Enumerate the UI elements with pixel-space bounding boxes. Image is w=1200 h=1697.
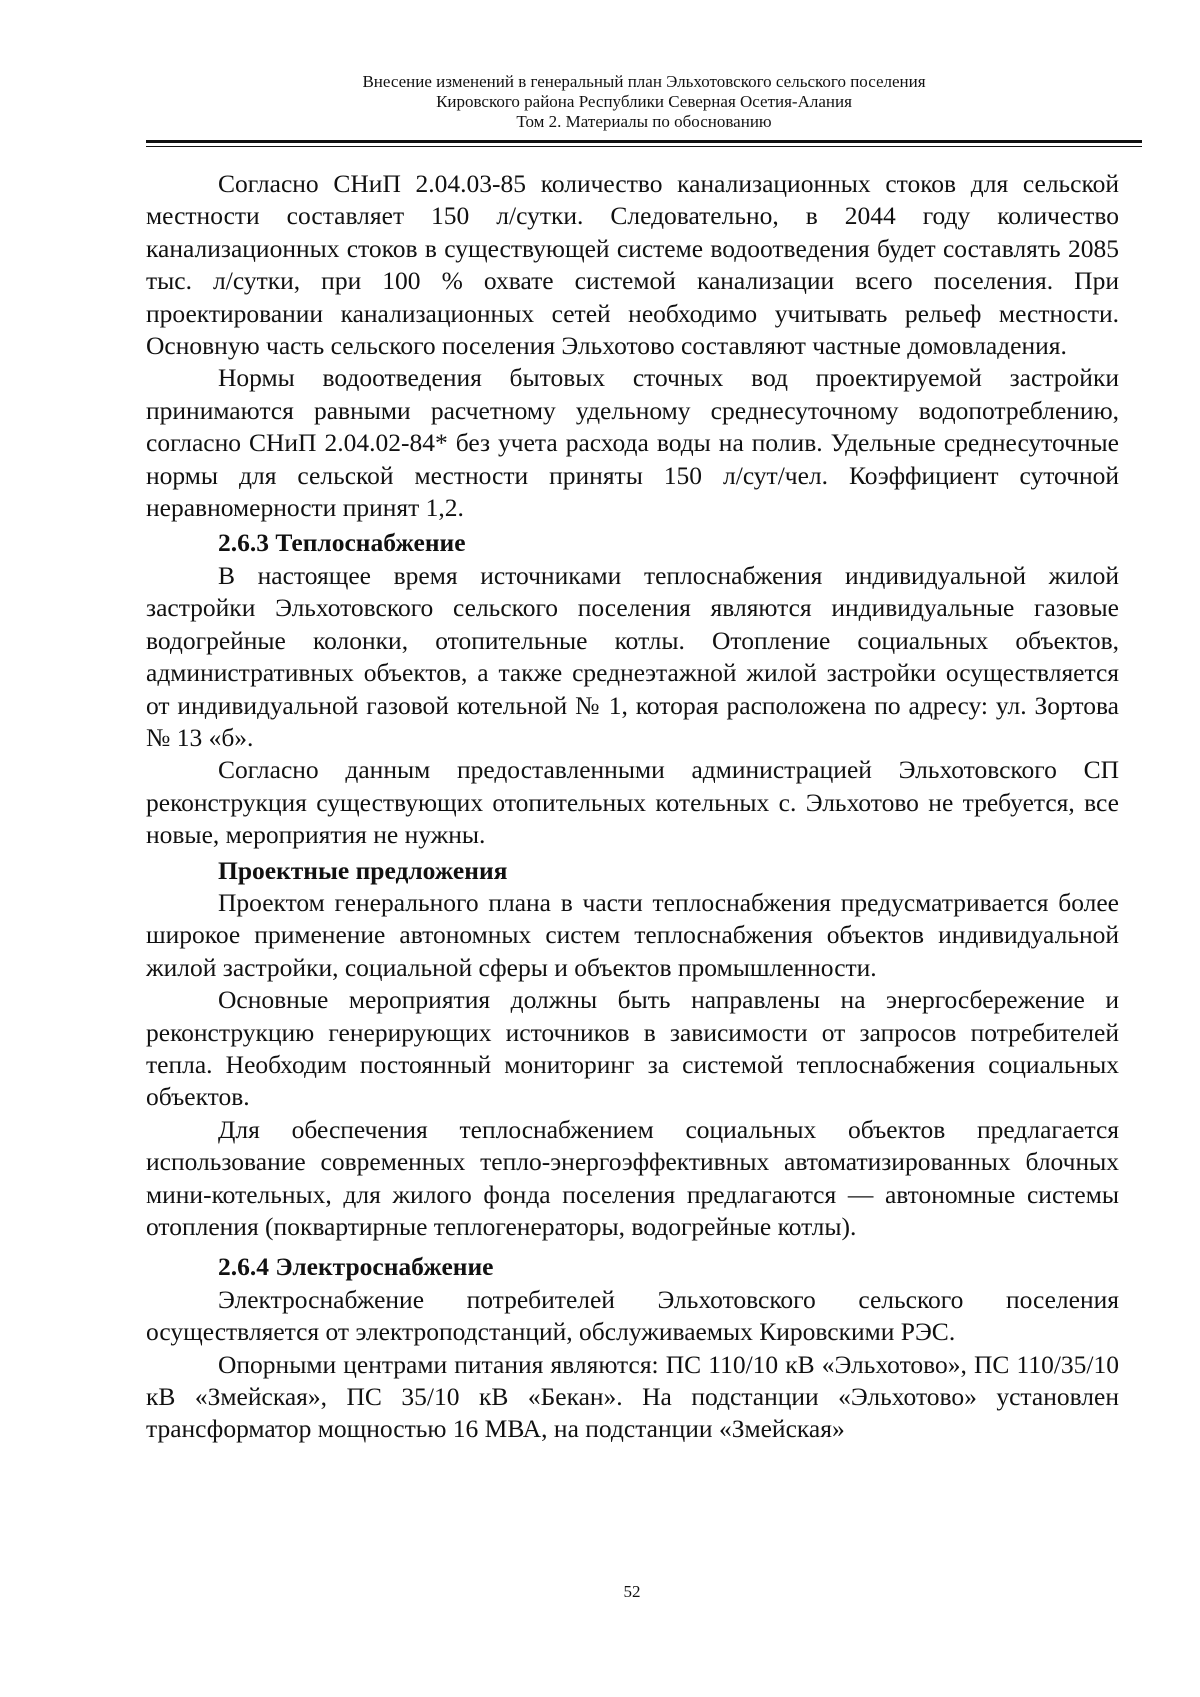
paragraph: Для обеспечения теплоснабжением социальных объектов предлагается использование современных тепло-энергоэффективных автоматизированных блочных мини-котельных, для жилого фонда поселения предлагаются — автономные системы отопления (поквартирные теплогенераторы, водогрейные котлы). (146, 1114, 1119, 1241)
paragraph: Нормы водоотведения бытовых сточных вод проектируемой застройки принимаются равными расчетному удельному среднесуточному водопотреблению, согласно СНиП 2.04.02-84* без учета расхода воды на полив. Удельные среднесуточные нормы для сельской местности приняты 150 л/сут/чел. Коэффициент суточной неравномерности принят 1,2. (146, 363, 1119, 523)
header-rule-thick (146, 140, 1142, 143)
paragraph: Основные мероприятия должны быть направлены на энергосбережение и реконструкцию генерирующих источников в зависимости от запросов потребителей тепла. Необходим постоянный мониторинг за системой теплоснабжения социальных объектов. (146, 985, 1119, 1112)
section-heading-heat-supply: 2.6.3 Теплоснабжение (218, 528, 466, 558)
header-line-2: Кировского района Республики Северная Осетия-Алания (436, 92, 852, 111)
header-line-3: Том 2. Материалы по обоснованию (516, 112, 772, 131)
section-heading-power-supply: 2.6.4 Электроснабжение (218, 1252, 494, 1282)
section-heading-proposals: Проектные предложения (218, 855, 508, 885)
paragraph: Проектом генерального плана в части теплоснабжения предусматривается более широкое применение автономных систем теплоснабжения объектов индивидуальной жилой застройки, социальной сферы и объектов промышленности. (146, 887, 1119, 982)
paragraph: В настоящее время источниками теплоснабжения индивидуальной жилой застройки Эльхотовского сельского поселения являются индивидуальные газовые водогрейные колонки, отопительные котлы. Отопление социальных объектов, административных объектов, а также среднеэтажной жилой застройки осуществляется от индивидуальной газовой котельной № 1, которая расположена по адресу: ул. Зортова № 13 «б». (146, 560, 1119, 752)
paragraph: Опорными центрами питания являются: ПС 110/10 кВ «Эльхотово», ПС 110/35/10 кВ «Змейская», ПС 35/10 кВ «Бекан». На подстанции «Эльхотово» установлен трансформатор мощностью 16 МВА, на подстанции «Змейская» (146, 1349, 1119, 1444)
header-line-1: Внесение изменений в генеральный план Эльхотовского сельского поселения (362, 72, 926, 91)
page-number: 52 (623, 1582, 641, 1601)
header-rule-thin (146, 146, 1142, 147)
paragraph: Электроснабжение потребителей Эльхотовского сельского поселения осуществляется от электроподстанций, обслуживаемых Кировскими РЭС. (146, 1284, 1119, 1347)
paragraph: Согласно данным предоставленными администрацией Эльхотовского СП реконструкция существующих отопительных котельных с. Эльхотово не требуется, все новые, мероприятия не нужны. (146, 755, 1119, 850)
paragraph: Согласно СНиП 2.04.03-85 количество канализационных стоков для сельской местности составляет 150 л/сутки. Следовательно, в 2044 году количество канализационных стоков в существующей системе водоотведения будет составлять 2085 тыс. л/сутки, при 100 % охвате системой канализации всего поселения. При проектировании канализационных сетей необходимо учитывать рельеф местности. Основную часть сельского поселения Эльхотово составляют частные домовладения. (146, 169, 1119, 361)
running-header (146, 72, 1142, 132)
document-body (146, 168, 1119, 1446)
